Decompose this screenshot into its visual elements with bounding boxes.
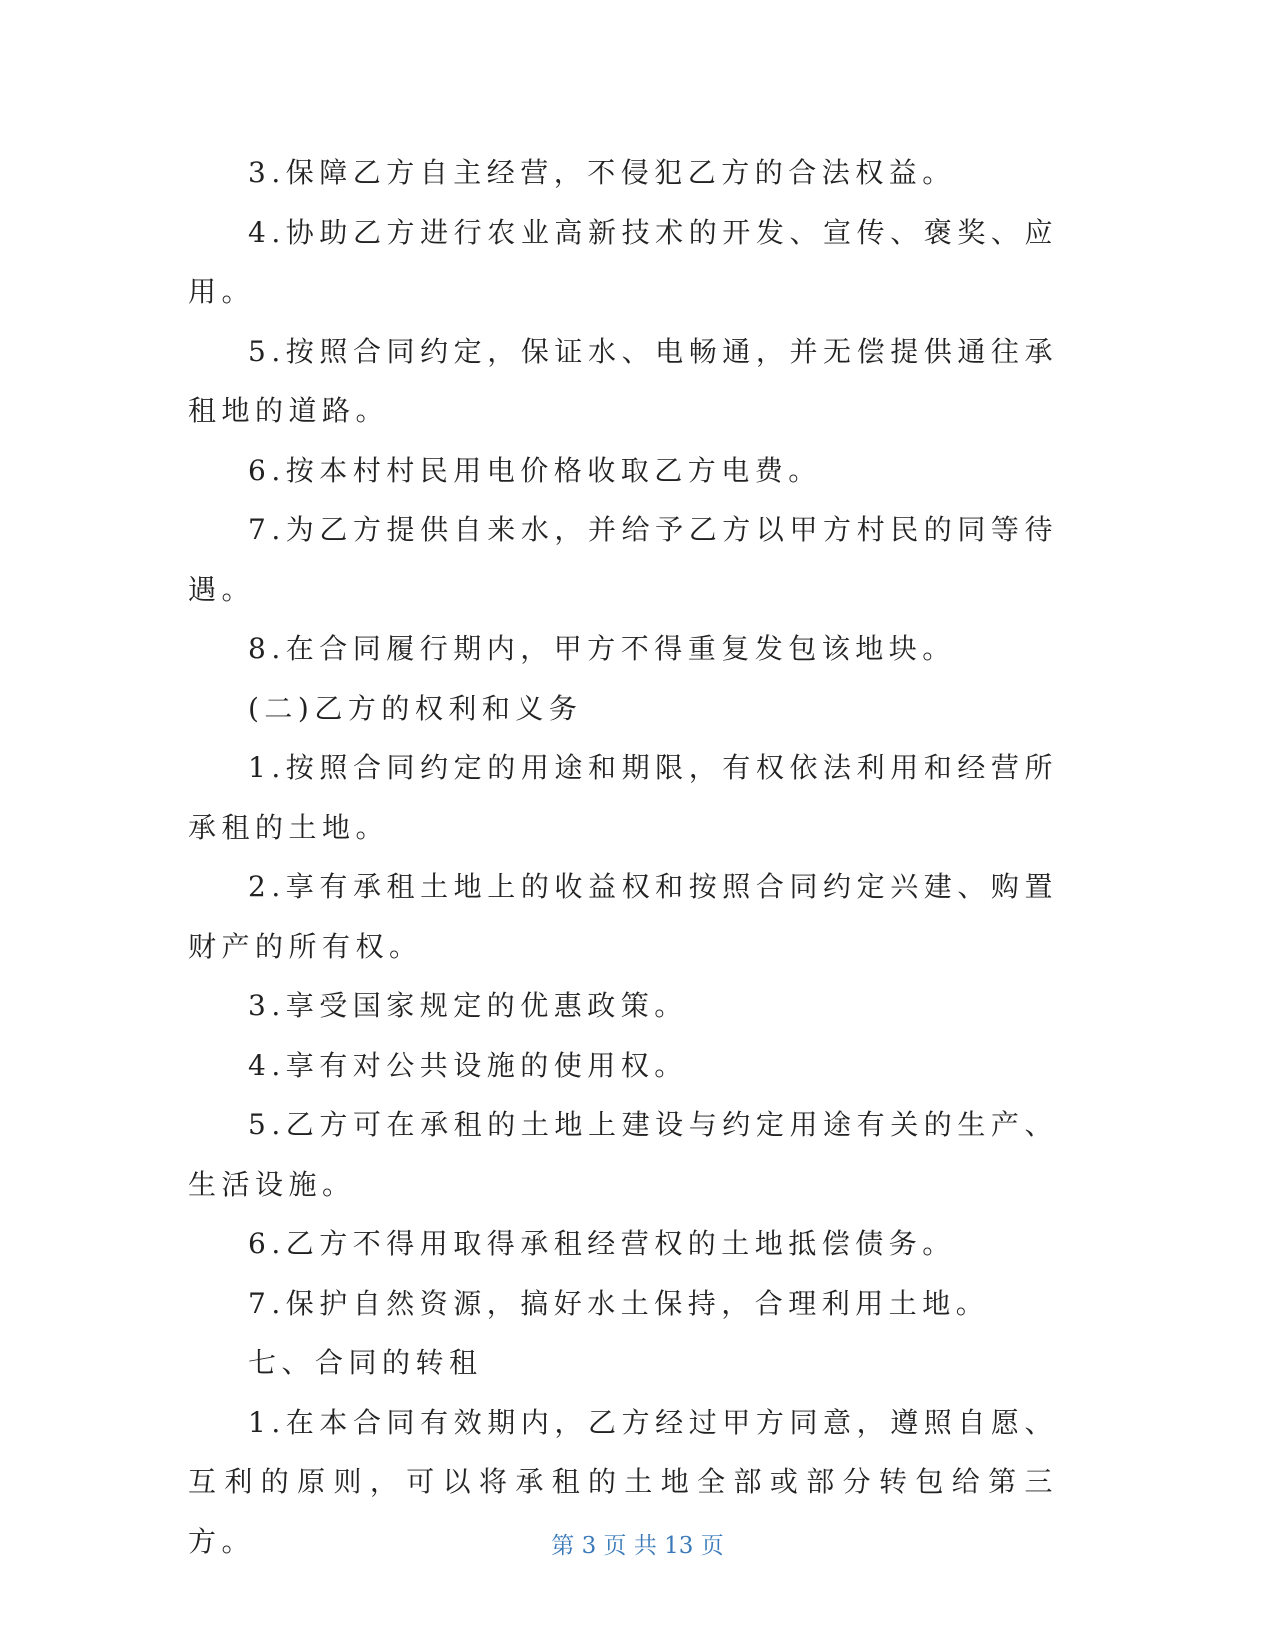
page-number-footer: 第 3 页 共 13 页: [551, 1533, 724, 1559]
paragraph: 7.为乙方提供自来水，并给予乙方以甲方村民的同等待遇。: [188, 513, 1058, 606]
paragraph: 1.在本合同有效期内，乙方经过甲方同意，遵照自愿、互利的原则，可以将承租的土地全部或部分转包给第三方。: [188, 1405, 1058, 1558]
paragraph: 3.保障乙方自主经营，不侵犯乙方的合法权益。: [248, 156, 956, 189]
paragraph: 2.享有承租土地上的收益权和按照合同约定兴建、购置财产的所有权。: [188, 870, 1058, 963]
paragraph: 7.保护自然资源，搞好水土保持，合理利用土地。: [248, 1286, 990, 1320]
paragraph: 8.在合同履行期内，甲方不得重复发包该地块。: [248, 632, 956, 665]
paragraph: 3.享受国家规定的优惠政策。: [248, 989, 688, 1022]
section-heading: (二)乙方的权利和义务: [248, 691, 583, 725]
section-heading: 七、合同的转租: [248, 1346, 483, 1379]
paragraph: 5.按照合同约定，保证水、电畅通，并无偿提供通往承租地的道路。: [188, 334, 1058, 427]
paragraph: 6.乙方不得用取得承租经营权的土地抵偿债务。: [248, 1227, 956, 1260]
paragraph: 4.协助乙方进行农业高新技术的开发、宣传、褒奖、应用。: [188, 215, 1058, 308]
paragraph: 4.享有对公共设施的使用权。: [248, 1048, 688, 1082]
paragraph: 6.按本村村民用电价格收取乙方电费。: [248, 453, 822, 487]
paragraph: 5.乙方可在承租的土地上建设与约定用途有关的生产、生活设施。: [188, 1108, 1058, 1201]
document-body: [188, 143, 1058, 1571]
paragraph: 1.按照合同约定的用途和期限，有权依法利用和经营所承租的土地。: [188, 751, 1058, 844]
